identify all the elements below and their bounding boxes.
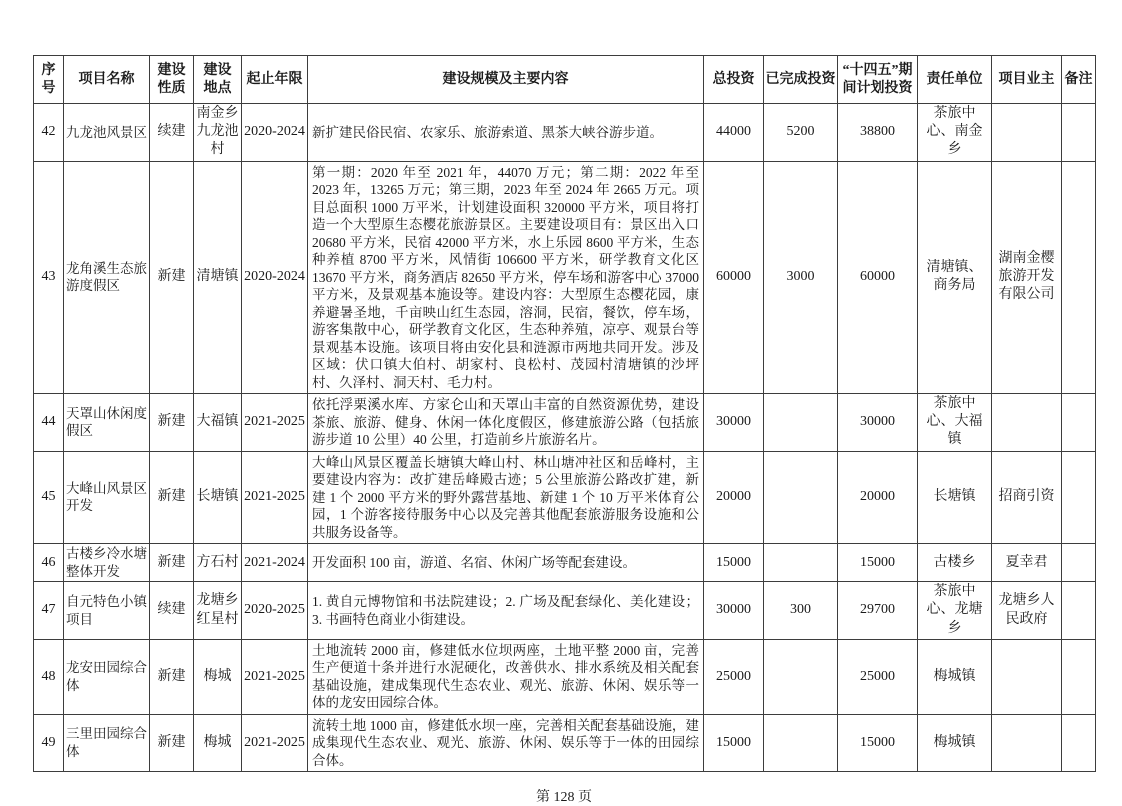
cell-period: 2021-2025 xyxy=(242,714,308,772)
cell-responsible-unit: 梅城镇 xyxy=(918,714,992,772)
cell-completed-investment xyxy=(764,451,838,544)
cell-location: 方石村 xyxy=(194,544,242,582)
cell-period: 2021-2025 xyxy=(242,639,308,714)
cell-owner: 夏幸君 xyxy=(992,544,1062,582)
cell-project-name: 自元特色小镇项目 xyxy=(64,582,150,640)
cell-location: 南金乡九龙池村 xyxy=(194,104,242,162)
table-row xyxy=(34,714,1096,772)
cell-remark xyxy=(1062,582,1096,640)
cell-no: 45 xyxy=(34,451,64,544)
cell-remark xyxy=(1062,639,1096,714)
cell-content: 土地流转 2000 亩，修建低水位坝两座，土地平整 2000 亩，完善生产便道十条并进行水泥硬化，改善供水、排水系统及相关配套基础设施，建成集现代生态农业、观光、旅游、休闲、娱乐等一体的龙安田园综合体。 xyxy=(308,639,704,714)
cell-planned-investment: 38800 xyxy=(838,104,918,162)
cell-location: 长塘镇 xyxy=(194,451,242,544)
cell-no: 48 xyxy=(34,639,64,714)
cell-planned-investment: 20000 xyxy=(838,451,918,544)
cell-nature: 续建 xyxy=(150,582,194,640)
column-header-no: 序 号 xyxy=(34,56,64,104)
cell-no: 42 xyxy=(34,104,64,162)
cell-total-investment: 30000 xyxy=(704,582,764,640)
cell-total-investment: 20000 xyxy=(704,451,764,544)
cell-location: 龙塘乡红星村 xyxy=(194,582,242,640)
table-row xyxy=(34,544,1096,582)
table-row xyxy=(34,582,1096,640)
cell-project-name: 九龙池风景区 xyxy=(64,104,150,162)
cell-project-name: 古楼乡冷水塘整体开发 xyxy=(64,544,150,582)
cell-no: 43 xyxy=(34,161,64,394)
cell-remark xyxy=(1062,714,1096,772)
table-row xyxy=(34,394,1096,452)
table-row xyxy=(34,639,1096,714)
cell-owner xyxy=(992,714,1062,772)
cell-responsible-unit: 长塘镇 xyxy=(918,451,992,544)
cell-content: 大峰山风景区覆盖长塘镇大峰山村、林山塘冲社区和岳峰村，主要建设内容为：改扩建岳峰殿古迹；5 公里旅游公路改扩建，新建 1 个 2000 平方米的野外露营基地、新建 1 个 10 万平米体育公园，1 个游客接待服务中心以及完善其他配套旅游服务设施和公共服务设备等。 xyxy=(308,451,704,544)
cell-completed-investment xyxy=(764,639,838,714)
cell-owner xyxy=(992,639,1062,714)
table-row xyxy=(34,104,1096,162)
cell-planned-investment: 30000 xyxy=(838,394,918,452)
cell-no: 46 xyxy=(34,544,64,582)
column-header-location: 建设 地点 xyxy=(194,56,242,104)
cell-owner xyxy=(992,104,1062,162)
cell-total-investment: 44000 xyxy=(704,104,764,162)
cell-responsible-unit: 古楼乡 xyxy=(918,544,992,582)
cell-nature: 续建 xyxy=(150,104,194,162)
cell-owner: 招商引资 xyxy=(992,451,1062,544)
column-header-content: 建设规模及主要内容 xyxy=(308,56,704,104)
cell-content: 1. 黄自元博物馆和书法院建设；2. 广场及配套绿化、美化建设；3. 书画特色商业小街建设。 xyxy=(308,582,704,640)
cell-nature: 新建 xyxy=(150,639,194,714)
cell-responsible-unit: 梅城镇 xyxy=(918,639,992,714)
cell-remark xyxy=(1062,104,1096,162)
cell-planned-investment: 29700 xyxy=(838,582,918,640)
cell-planned-investment: 15000 xyxy=(838,544,918,582)
cell-period: 2020-2024 xyxy=(242,104,308,162)
cell-nature: 新建 xyxy=(150,394,194,452)
projects-table xyxy=(33,55,1096,772)
column-header-remark: 备注 xyxy=(1062,56,1096,104)
column-header-nature: 建设 性质 xyxy=(150,56,194,104)
cell-completed-investment xyxy=(764,714,838,772)
cell-location: 大福镇 xyxy=(194,394,242,452)
cell-project-name: 龙安田园综合体 xyxy=(64,639,150,714)
cell-content: 新扩建民俗民宿、农家乐、旅游索道、黑茶大峡谷游步道。 xyxy=(308,104,704,162)
column-header-planned-investment: “十四五”期间计划投资 xyxy=(838,56,918,104)
cell-project-name: 大峰山风景区开发 xyxy=(64,451,150,544)
cell-content: 开发面积 100 亩，游道、名宿、休闲广场等配套建设。 xyxy=(308,544,704,582)
cell-total-investment: 25000 xyxy=(704,639,764,714)
cell-total-investment: 15000 xyxy=(704,544,764,582)
cell-location: 清塘镇 xyxy=(194,161,242,394)
column-header-total-investment: 总投资 xyxy=(704,56,764,104)
cell-location: 梅城 xyxy=(194,714,242,772)
page-number: 第 128 页 xyxy=(536,790,592,806)
cell-completed-investment: 5200 xyxy=(764,104,838,162)
column-header-owner: 项目业主 xyxy=(992,56,1062,104)
cell-project-name: 龙角溪生态旅游度假区 xyxy=(64,161,150,394)
cell-completed-investment: 3000 xyxy=(764,161,838,394)
cell-planned-investment: 15000 xyxy=(838,714,918,772)
cell-completed-investment xyxy=(764,544,838,582)
cell-period: 2021-2024 xyxy=(242,544,308,582)
cell-owner: 龙塘乡人民政府 xyxy=(992,582,1062,640)
cell-total-investment: 60000 xyxy=(704,161,764,394)
cell-owner xyxy=(992,394,1062,452)
cell-responsible-unit: 茶旅中心、龙塘乡 xyxy=(918,582,992,640)
cell-planned-investment: 25000 xyxy=(838,639,918,714)
cell-remark xyxy=(1062,451,1096,544)
cell-location: 梅城 xyxy=(194,639,242,714)
column-header-period: 起止年限 xyxy=(242,56,308,104)
cell-nature: 新建 xyxy=(150,451,194,544)
cell-project-name: 三里田园综合体 xyxy=(64,714,150,772)
column-header-responsible-unit: 责任单位 xyxy=(918,56,992,104)
cell-nature: 新建 xyxy=(150,544,194,582)
cell-remark xyxy=(1062,394,1096,452)
cell-content: 流转土地 1000 亩，修建低水坝一座，完善相关配套基础设施，建成集现代生态农业、观光、旅游、休闲、娱乐等于一体的田园综合体。 xyxy=(308,714,704,772)
cell-owner: 湖南金樱旅游开发有限公司 xyxy=(992,161,1062,394)
table-row xyxy=(34,451,1096,544)
table-header-row xyxy=(34,56,1096,104)
cell-no: 47 xyxy=(34,582,64,640)
cell-total-investment: 15000 xyxy=(704,714,764,772)
cell-completed-investment xyxy=(764,394,838,452)
cell-responsible-unit: 茶旅中心、南金乡 xyxy=(918,104,992,162)
cell-no: 44 xyxy=(34,394,64,452)
cell-no: 49 xyxy=(34,714,64,772)
cell-remark xyxy=(1062,544,1096,582)
cell-total-investment: 30000 xyxy=(704,394,764,452)
cell-responsible-unit: 茶旅中心、大福镇 xyxy=(918,394,992,452)
column-header-project-name: 项目名称 xyxy=(64,56,150,104)
cell-period: 2021-2025 xyxy=(242,451,308,544)
cell-nature: 新建 xyxy=(150,714,194,772)
cell-content: 依托浮栗溪水库、方家仑山和天罩山丰富的自然资源优势，建设茶旅、旅游、健身、休闲一体化度假区，修建旅游公路（包括旅游步道 10 公里）40 公里，打造前乡片旅游名片。 xyxy=(308,394,704,452)
cell-nature: 新建 xyxy=(150,161,194,394)
cell-period: 2021-2025 xyxy=(242,394,308,452)
cell-content: 第一期：2020 年至 2021 年，44070 万元；第二期：2022 年至 2023 年，13265 万元；第三期，2023 年至 2024 年 2665 万元。项目总面积 1000 万平米，计划建设面积 320000 平方米，项目将打造一个大型原生态樱花旅游景区。主要建设项目有：景区出入口 20680 平方米，民宿 42000 平方米，水上乐园 8600 平方米，生态种养植 8700 平方米，风情街 106600 平方米，研学教育文化区 13670 平方米，商务酒店 82650 平方米，停车场和游客中心 37000 平方米，及景观基本施设等。建设内容：大型原生态樱花园，康养避暑圣地，千亩映山红生态园，溶洞，民宿，餐饮，停车场，游客集散中心，研学教育文化区，生态种养殖，凉亭、观景台等景观基本设施。该项目将由安化县和涟源市两地共同开发。涉及区域：伏口镇大伯村、胡家村、良松村、茂园村清塘镇的沙坪村、久泽村、洞天村、毛力村。 xyxy=(308,161,704,394)
cell-planned-investment: 60000 xyxy=(838,161,918,394)
cell-responsible-unit: 清塘镇、商务局 xyxy=(918,161,992,394)
cell-project-name: 天罩山休闲度假区 xyxy=(64,394,150,452)
cell-period: 2020-2024 xyxy=(242,161,308,394)
cell-completed-investment: 300 xyxy=(764,582,838,640)
cell-remark xyxy=(1062,161,1096,394)
table-row xyxy=(34,161,1096,394)
cell-period: 2020-2025 xyxy=(242,582,308,640)
column-header-completed-investment: 已完成投资 xyxy=(764,56,838,104)
